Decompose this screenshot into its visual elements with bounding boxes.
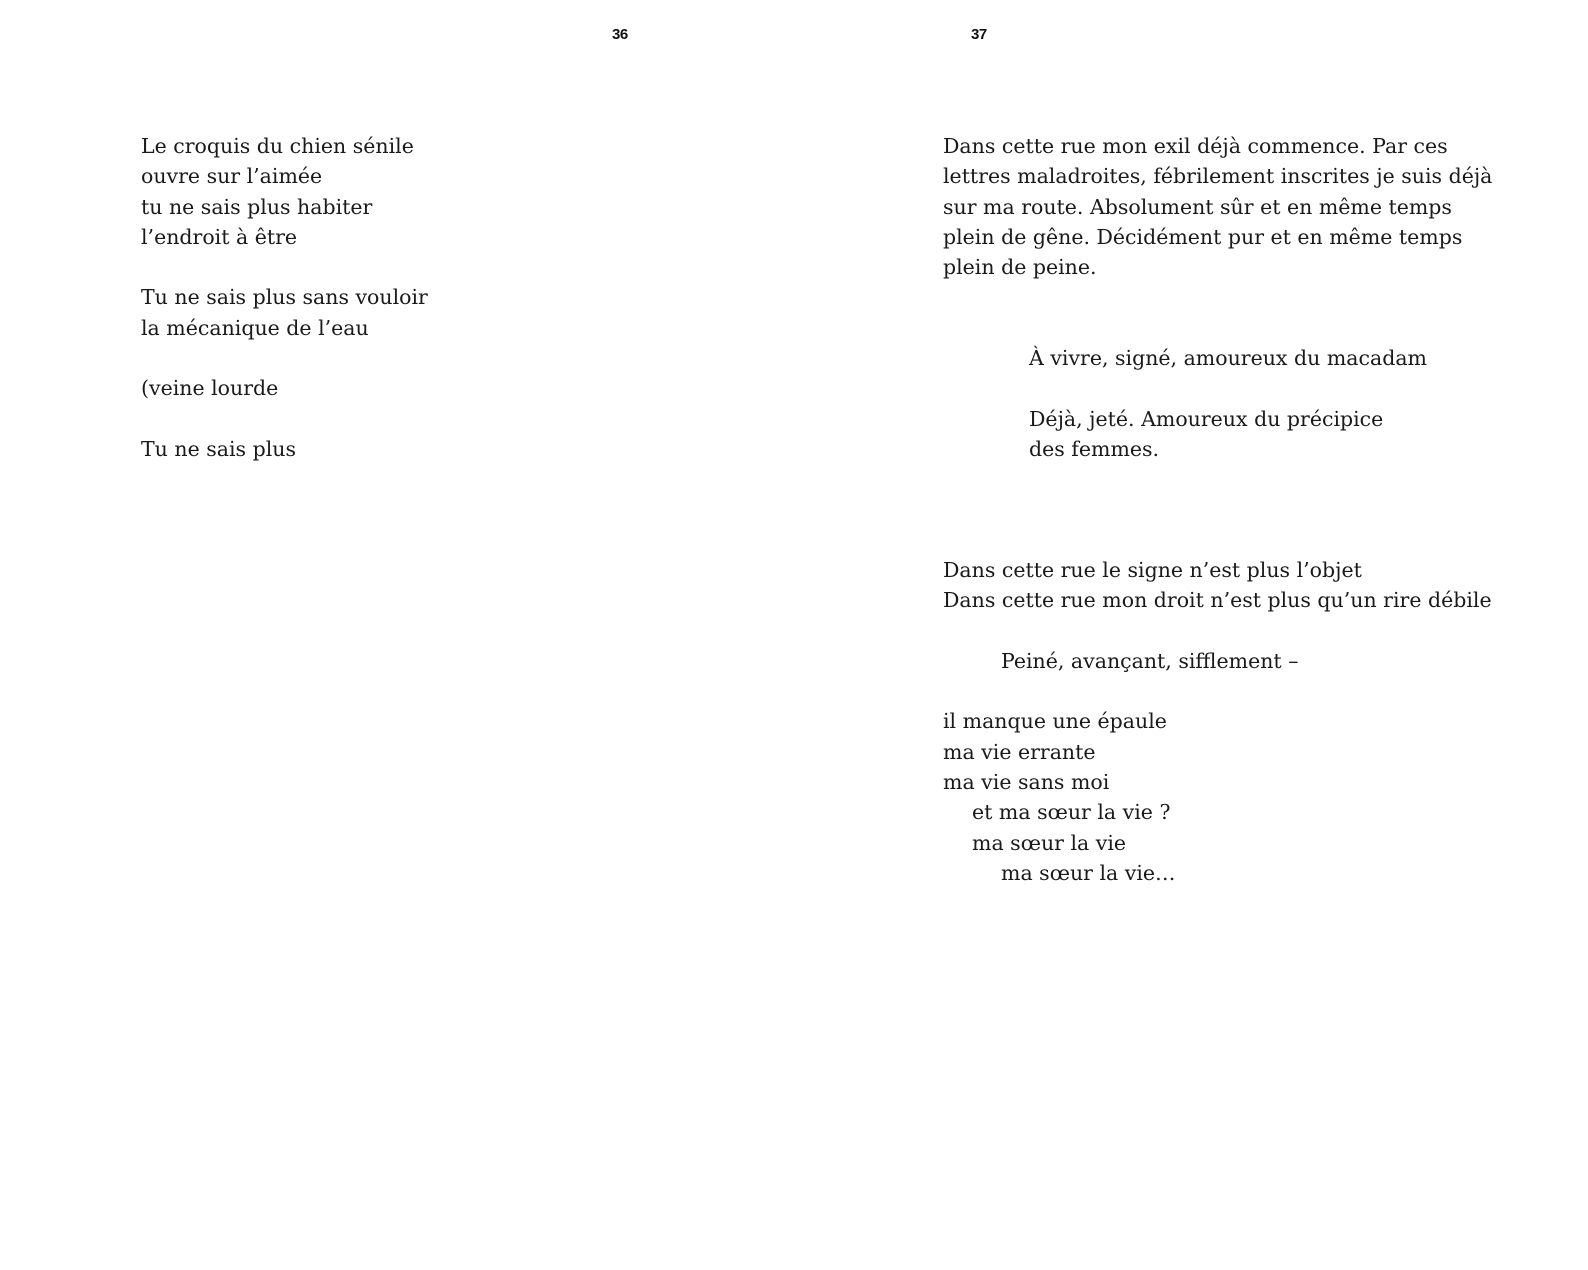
poem-line: ma vie sans moi — [943, 770, 1110, 795]
poem-line: ouvre sur l’aimée — [141, 164, 323, 189]
signature-line: Déjà, jeté. Amoureux du précipice — [1029, 406, 1384, 431]
poem-line: Tu ne sais plus — [141, 436, 296, 461]
paragraph-line: plein de gêne. Décidément pur et en même temps — [943, 224, 1463, 249]
stanza-gap — [943, 676, 1492, 706]
poem-line: Tu ne sais plus sans vouloir — [141, 285, 428, 310]
signature-line: des femmes. — [1029, 436, 1160, 461]
paragraph-line: plein de peine. — [943, 255, 1097, 280]
poem-line: tu ne sais plus habiter — [141, 194, 373, 219]
poem-line: (veine lourde — [141, 376, 279, 401]
poem-line: ma sœur la vie — [972, 830, 1127, 855]
signature-block — [1029, 343, 1427, 464]
left-page-poem — [141, 131, 428, 464]
paragraph-line: lettres maladroites, fébrilement inscrites je suis déjà — [943, 164, 1493, 189]
stanza-gap — [1029, 373, 1427, 403]
page-number-right: 37 — [971, 26, 987, 43]
poem-line: Le croquis du chien sénile — [141, 134, 414, 158]
paragraph-line: sur ma route. Absolument sûr et en même temps — [943, 194, 1452, 219]
poem-line: il manque une épaule — [943, 709, 1167, 734]
page-number-left: 36 — [612, 26, 628, 43]
poem-line: et ma sœur la vie ? — [972, 800, 1171, 825]
stanza-gap — [141, 252, 428, 282]
indented-line: Peiné, avançant, sifflement – — [1001, 648, 1299, 673]
poem-line: ma sœur la vie… — [1001, 860, 1176, 885]
poem-line: la mécanique de l’eau — [141, 315, 369, 340]
poem-line: ma vie errante — [943, 739, 1096, 764]
poem-line: l’endroit à être — [141, 224, 298, 249]
stanza-gap — [943, 616, 1492, 646]
signature-line: À vivre, signé, amoureux du macadam — [1029, 346, 1427, 370]
street-line: Dans cette rue le signe n’est plus l’objet — [943, 558, 1362, 582]
stanza-gap — [141, 404, 428, 434]
paragraph-line: Dans cette rue mon exil déjà commence. Par ces — [943, 134, 1448, 158]
stanza-gap — [141, 343, 428, 373]
right-page-poem — [943, 555, 1492, 888]
prose-paragraph — [943, 131, 1492, 282]
street-line: Dans cette rue mon droit n’est plus qu’un rire débile — [943, 588, 1492, 613]
